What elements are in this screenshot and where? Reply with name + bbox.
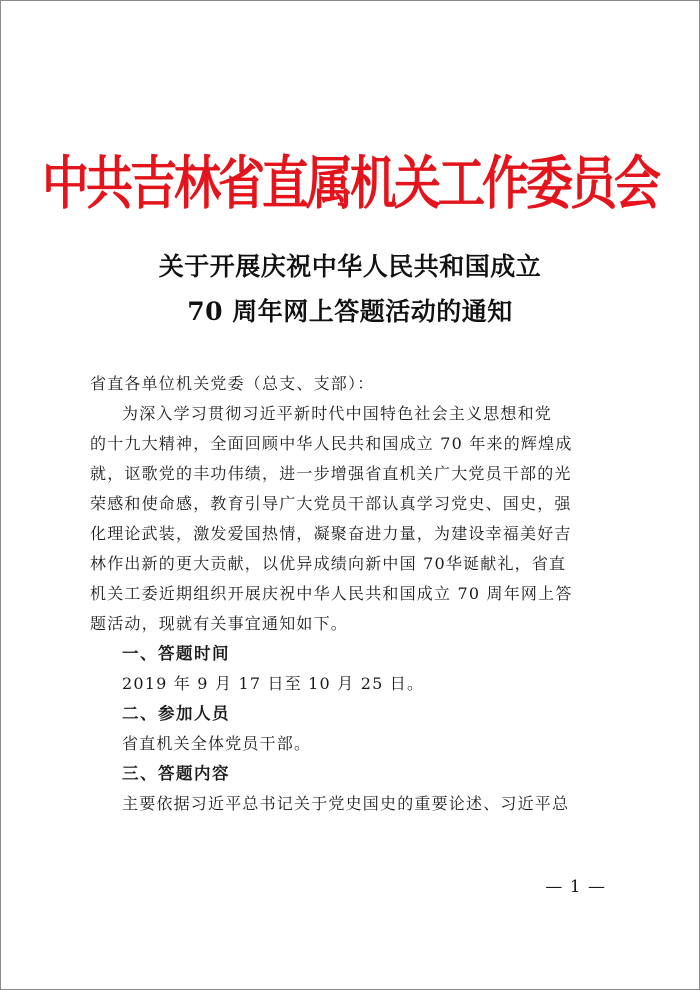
section-text-answer-time: 2019 年 9 月 17 日至 10 月 25 日。 [122, 674, 425, 693]
section-text-participants: 省直机关全体党员干部。 [122, 734, 312, 753]
intro-line: 化理论武装，激发爱国热情，凝聚奋进力量，为建设幸福美好吉 [90, 524, 572, 543]
document-title-line-1: 关于开展庆祝中华人民共和国成立 [158, 252, 542, 281]
masthead-red-header: 中共吉林省直属机关工作委员会 [42, 150, 658, 218]
document-title-line-2: 70 周年网上答题活动的通知 [187, 297, 513, 326]
intro-line: 机关工委近期组织开展庆祝中华人民共和国成立 70 周年网上答 [90, 584, 573, 603]
intro-line: 的十九大精神，全面回顾中华人民共和国成立 70 年来的辉煌成 [90, 434, 573, 453]
salutation: 省直各单位机关党委（总支、支部）： [90, 374, 375, 393]
intro-line: 林作出新的更大贡献，以优异成绩向新中国 70华诞献礼，省直 [90, 554, 567, 573]
intro-line: 荣感和使命感，教育引导广大党员干部认真学习党史、国史，强 [90, 494, 572, 513]
section-heading-participants: 二、参加人员 [122, 704, 230, 723]
intro-line: 题活动，现就有关事宜通知如下。 [90, 614, 349, 633]
intro-line: 就，讴歌党的丰功伟绩，进一步增强省直机关广大党员干部的光 [90, 464, 572, 483]
document-body [90, 372, 614, 822]
intro-line: 为深入学习贯彻习近平新时代中国特色社会主义思想和党 [122, 404, 553, 423]
section-text-content: 主要依据习近平总书记关于党史国史的重要论述、习近平总 [122, 794, 570, 813]
page-number: — 1 — [545, 877, 606, 897]
section-heading-content: 三、答题内容 [122, 764, 230, 783]
section-heading-answer-time: 一、答题时间 [122, 644, 230, 663]
